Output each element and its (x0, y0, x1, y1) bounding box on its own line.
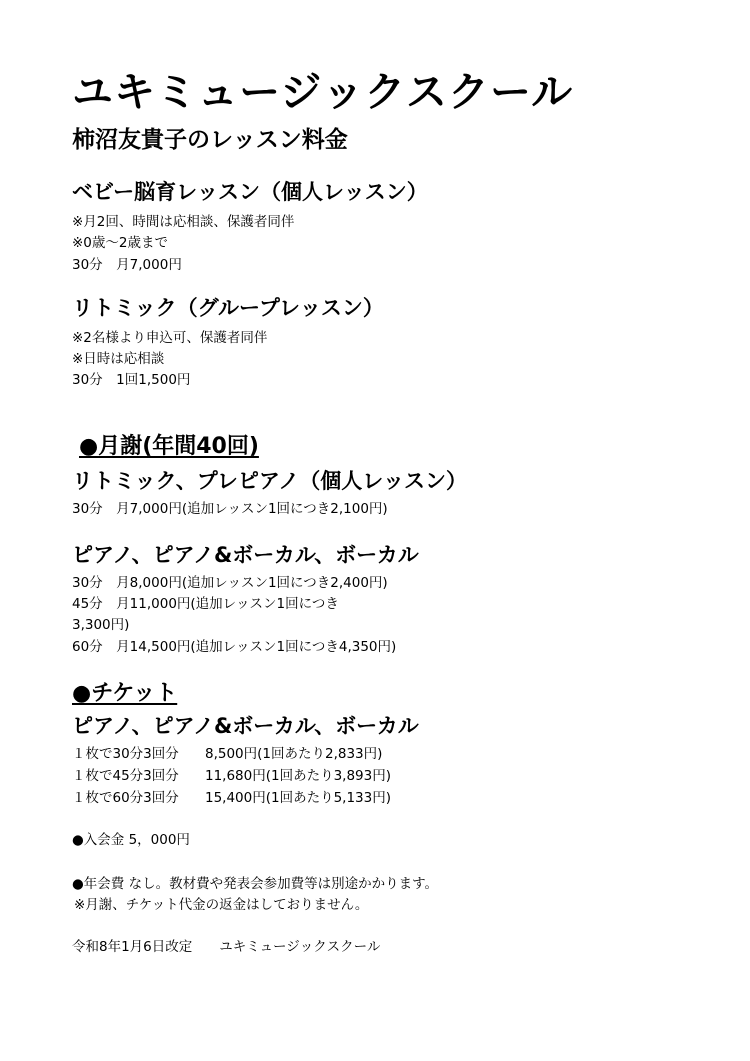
monthly-piano-price-60: 60分 月14,500円(追加レッスン1回につき4,350円) (72, 639, 397, 655)
rhythmic-group-note: ※2名様より申込可、保護者同伴 (72, 330, 268, 346)
ticket-row (72, 744, 382, 765)
page-title: ユキミュージックスクール (72, 68, 574, 116)
monthly-piano-price-30: 30分 月8,000円(追加レッスン1回につき2,400円) (72, 575, 388, 591)
ticket-row (72, 766, 391, 787)
monthly-piano-price-45-cont: 3,300円) (72, 617, 130, 633)
ticket-row-label: １枚で60分3回分 (72, 790, 179, 806)
monthly-rhythmic-price: 30分 月7,000円(追加レッスン1回につき2,100円) (72, 501, 388, 517)
baby-lesson-price: 30分 月7,000円 (72, 257, 182, 273)
revision-footer: 令和8年1月6日改定 ユキミュージックスクール (72, 939, 381, 955)
ticket-row-price: 8,500円(1回あたり2,833円) (205, 746, 383, 762)
entrance-fee-note: ●入会金 5，000円 (72, 832, 190, 848)
baby-lesson-heading: ベビー脳育レッスン（個人レッスン） (72, 180, 428, 204)
ticket-row-label: １枚で30分3回分 (72, 746, 179, 762)
ticket-row (72, 788, 391, 809)
monthly-piano-price-45: 45分 月11,000円(追加レッスン1回につき (72, 596, 339, 612)
rhythmic-group-heading: リトミック（グループレッスン） (72, 296, 384, 320)
ticket-row-label: １枚で45分3回分 (72, 768, 179, 784)
monthly-fee-heading: ●月謝(年間40回) (79, 434, 259, 459)
baby-lesson-age: ※0歳〜2歳まで (72, 235, 168, 251)
baby-lesson-note: ※月2回、時間は応相談、保護者同伴 (72, 214, 295, 230)
ticket-subheading: ピアノ、ピアノ&ボーカル、ボーカル (72, 714, 419, 738)
annual-fee-note: ●年会費 なし。教材費や発表会参加費等は別途かかります。 (72, 876, 438, 892)
monthly-piano-heading: ピアノ、ピアノ&ボーカル、ボーカル (72, 543, 419, 567)
rhythmic-group-schedule: ※日時は応相談 (72, 351, 165, 367)
monthly-rhythmic-heading: リトミック、プレピアノ（個人レッスン） (72, 469, 468, 493)
page-subtitle: 柿沼友貴子のレッスン料金 (72, 127, 348, 153)
ticket-heading: ●チケット (72, 681, 178, 706)
ticket-row-price: 15,400円(1回あたり5,133円) (205, 790, 392, 806)
ticket-row-price: 11,680円(1回あたり3,893円) (205, 768, 392, 784)
rhythmic-group-price: 30分 1回1,500円 (72, 372, 191, 388)
refund-note: ※月謝、チケット代金の返金はしておりません。 (74, 897, 369, 913)
